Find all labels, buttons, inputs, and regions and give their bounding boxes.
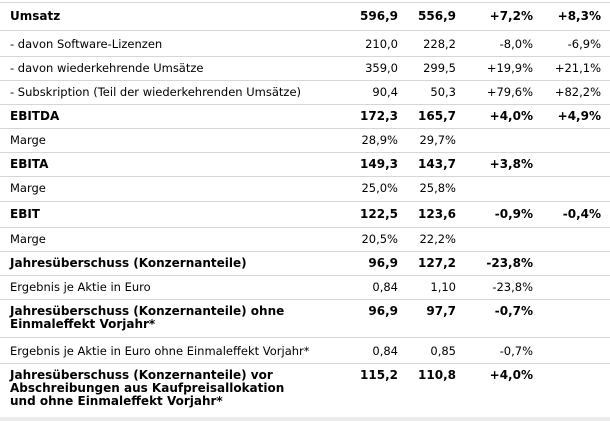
value-col-1: 0,84 xyxy=(372,344,398,358)
value-col-1: 0,84 xyxy=(372,280,398,294)
value-col-4: +4,9% xyxy=(557,109,601,123)
row-divider xyxy=(0,152,610,153)
value-col-1: 596,9 xyxy=(360,9,398,23)
row-label: Jahresüberschuss (Konzernanteile) ohne Einmaleffekt Vorjahr* xyxy=(10,304,285,331)
row-label: - Subskription (Teil der wiederkehrenden Umsätze) xyxy=(10,85,302,99)
row-label: EBITDA xyxy=(10,109,60,123)
value-col-1: 172,3 xyxy=(360,109,398,123)
row-divider xyxy=(0,2,610,3)
value-col-4: +82,2% xyxy=(554,85,601,99)
value-col-1: 359,0 xyxy=(365,61,398,75)
value-col-2: 22,2% xyxy=(419,232,456,246)
row-divider xyxy=(0,201,610,202)
value-col-1: 90,4 xyxy=(372,85,398,99)
value-col-2: 228,2 xyxy=(423,37,456,51)
row-label: Jahresüberschuss (Konzernanteile) vor Abschreibungen aus Kaufpreisallokation und ohne Einmaleffekt Vorjahr* xyxy=(10,368,285,408)
value-col-3: -0,7% xyxy=(499,344,533,358)
value-col-2: 123,6 xyxy=(418,207,456,221)
row-divider xyxy=(0,275,610,276)
value-col-1: 28,9% xyxy=(361,133,398,147)
value-col-2: 556,9 xyxy=(418,9,456,23)
value-col-1: 115,2 xyxy=(360,368,398,382)
value-col-3: +19,9% xyxy=(486,61,533,75)
value-col-1: 25,0% xyxy=(361,181,398,195)
value-col-1: 96,9 xyxy=(368,304,398,318)
value-col-2: 165,7 xyxy=(418,109,456,123)
value-col-3: -23,8% xyxy=(486,256,533,270)
value-col-3: -8,0% xyxy=(499,37,533,51)
value-col-3: +79,6% xyxy=(486,85,533,99)
row-label: Umsatz xyxy=(10,9,61,23)
row-label: Marge xyxy=(10,181,46,195)
row-divider xyxy=(0,56,610,57)
value-col-2: 0,85 xyxy=(430,344,456,358)
value-col-3: -23,8% xyxy=(492,280,533,294)
value-col-4: -0,4% xyxy=(562,207,601,221)
row-divider xyxy=(0,80,610,81)
row-label: EBITA xyxy=(10,157,49,171)
value-col-2: 110,8 xyxy=(418,368,456,382)
value-col-1: 210,0 xyxy=(365,37,398,51)
value-col-2: 50,3 xyxy=(430,85,456,99)
value-col-3: +3,8% xyxy=(489,157,533,171)
value-col-1: 20,5% xyxy=(361,232,398,246)
row-divider xyxy=(0,251,610,252)
value-col-2: 97,7 xyxy=(426,304,456,318)
row-label: - davon Software-Lizenzen xyxy=(10,37,163,51)
value-col-2: 25,8% xyxy=(419,181,456,195)
value-col-4: -6,9% xyxy=(567,37,601,51)
row-divider xyxy=(0,337,610,338)
row-divider xyxy=(0,299,610,300)
row-divider xyxy=(0,128,610,129)
value-col-2: 1,10 xyxy=(430,280,456,294)
row-divider xyxy=(0,363,610,364)
value-col-3: +4,0% xyxy=(489,109,533,123)
value-col-2: 127,2 xyxy=(418,256,456,270)
value-col-1: 149,3 xyxy=(360,157,398,171)
value-col-2: 143,7 xyxy=(418,157,456,171)
row-divider xyxy=(0,176,610,177)
value-col-3: +7,2% xyxy=(489,9,533,23)
row-label: Ergebnis je Aktie in Euro ohne Einmaleffekt Vorjahr* xyxy=(10,344,310,358)
table-bottom-edge xyxy=(0,417,610,421)
value-col-1: 96,9 xyxy=(368,256,398,270)
row-divider xyxy=(0,227,610,228)
value-col-4: +8,3% xyxy=(557,9,601,23)
value-col-1: 122,5 xyxy=(360,207,398,221)
value-col-2: 29,7% xyxy=(419,133,456,147)
value-col-3: -0,9% xyxy=(494,207,533,221)
value-col-4: +21,1% xyxy=(554,61,601,75)
row-label: Jahresüberschuss (Konzernanteile) xyxy=(10,256,247,270)
row-label: - davon wiederkehrende Umsätze xyxy=(10,61,204,75)
row-divider xyxy=(0,30,610,31)
row-label: Ergebnis je Aktie in Euro xyxy=(10,280,151,294)
value-col-3: +4,0% xyxy=(489,368,533,382)
value-col-2: 299,5 xyxy=(423,61,456,75)
value-col-3: -0,7% xyxy=(494,304,533,318)
row-label: Marge xyxy=(10,133,46,147)
row-label: Marge xyxy=(10,232,46,246)
row-label: EBIT xyxy=(10,207,40,221)
row-divider xyxy=(0,104,610,105)
